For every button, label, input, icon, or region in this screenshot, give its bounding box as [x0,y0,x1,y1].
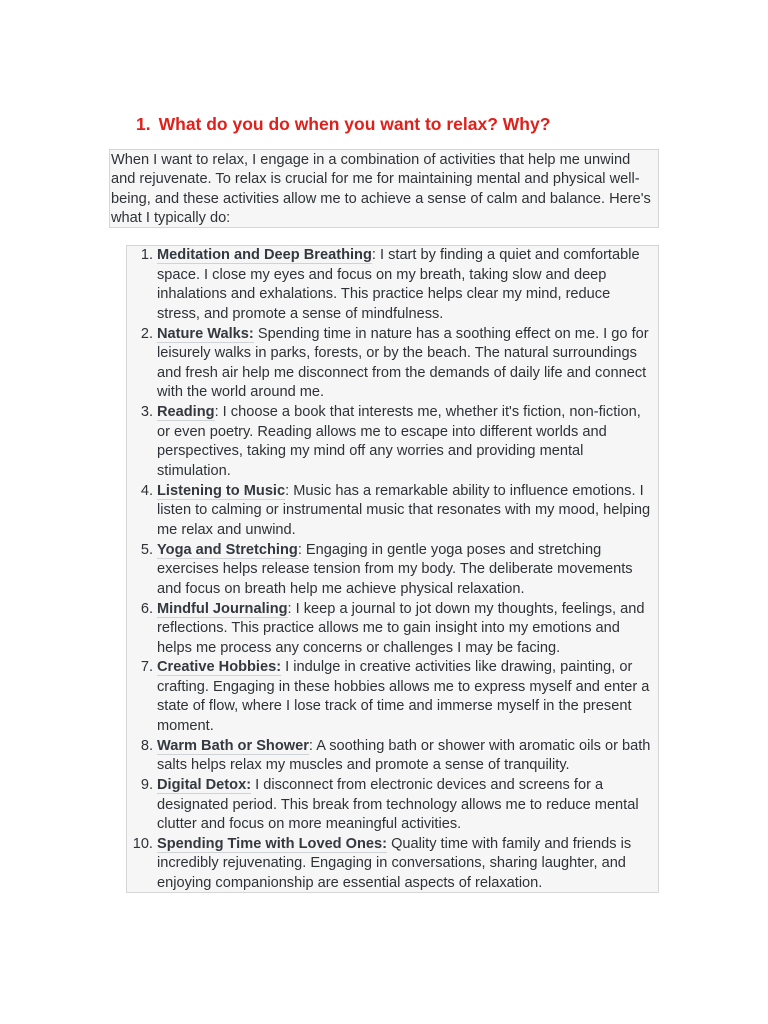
item-number: 3. [140,404,153,420]
item-body [157,325,657,403]
item-title: Meditation and Deep Breathing [157,247,372,263]
item-title: Reading [157,404,215,420]
activities-list [127,246,658,892]
item-number: 1. [140,247,153,263]
item-number: 9. [140,777,153,793]
item-body [157,776,657,835]
question-text: What do you do when you want to relax? Why? [158,114,551,134]
item-text: Spending time in nature has a soothing effect on me. I go for leisurely walks in parks, forests, or by the beach. The natural surroundings and fresh air help me disconnect from the demands of daily life and connect with the world around me. [157,325,649,401]
item-number: 2. [140,325,153,342]
item-title: Nature Walks: [157,325,254,342]
item-body [157,658,657,736]
item-text: : I start by finding a quiet and comfortable space. I close my eyes and focus on my breath, taking slow and deep inhalations and exhalations. This practice helps clear my mind, reduce stress, and promote a sense of mindfulness. [157,247,640,322]
item-title: Warm Bath or Shower [157,737,309,754]
question-heading [136,114,550,135]
item-body [157,600,657,659]
item-body [157,835,657,894]
item-title: Yoga and Stretching [157,541,298,558]
item-text: : Music has a remarkable ability to influence emotions. I listen to calming or instrumental music that resonates with my mood, helping me relax and unwind. [157,482,651,538]
item-number: 8. [140,737,153,754]
item-body [157,246,657,324]
item-number: 5. [140,541,153,558]
item-text: I disconnect from electronic devices and screens for a designated period. This break from technology allows me to reduce mental clutter and focus on more meaningful activities. [157,777,639,833]
question-number: 1. [136,114,151,134]
item-body [157,482,657,541]
item-text: : A soothing bath or shower with aromatic oils or bath salts helps relax my muscles and promote a sense of tranquility. [157,737,651,774]
item-body [157,737,657,776]
item-text: I indulge in creative activities like drawing, painting, or crafting. Engaging in these hobbies allows me to express myself and enter a state of flow, where I lose track of time and immerse myself in the present moment. [157,659,650,734]
activities-list-box [126,245,659,893]
item-text: Quality time with family and friends is incredibly rejuvenating. Engaging in conversations, sharing laughter, and enjoying companionship are essential aspects of relaxation. [157,835,632,891]
item-number: 4. [140,482,153,499]
item-number: 10. [132,835,153,852]
item-number: 7. [140,659,153,675]
intro-paragraph: When I want to relax, I engage in a combination of activities that help me unwind and rejuvenate. To relax is crucial for me for maintaining mental and physical well-being, and these activities allow me to achieve a sense of calm and balance. Here's what I typically do: [109,149,659,228]
item-title: Listening to Music [157,482,286,499]
item-title: Digital Detox: [157,777,252,793]
item-title: Creative Hobbies: [157,659,282,675]
item-number: 6. [140,600,153,617]
item-text: : I keep a journal to jot down my thoughts, feelings, and reflections. This practice allows me to gain insight into my emotions and helps me process any concerns or challenges I may be facing. [157,600,645,656]
item-text: : Engaging in gentle yoga poses and stretching exercises helps release tension from my body. The deliberate movements and focus on breath help me achieve physical relaxation. [157,541,633,597]
item-body [157,403,657,481]
item-title: Spending Time with Loved Ones: [157,835,388,852]
item-text: : I choose a book that interests me, whether it's fiction, non-fiction, or even poetry. Reading allows me to escape into different worlds and perspectives, taking my mind off any worries and providing mental stimulation. [157,404,641,479]
item-title: Mindful Journaling [157,600,288,617]
item-body [157,541,657,600]
